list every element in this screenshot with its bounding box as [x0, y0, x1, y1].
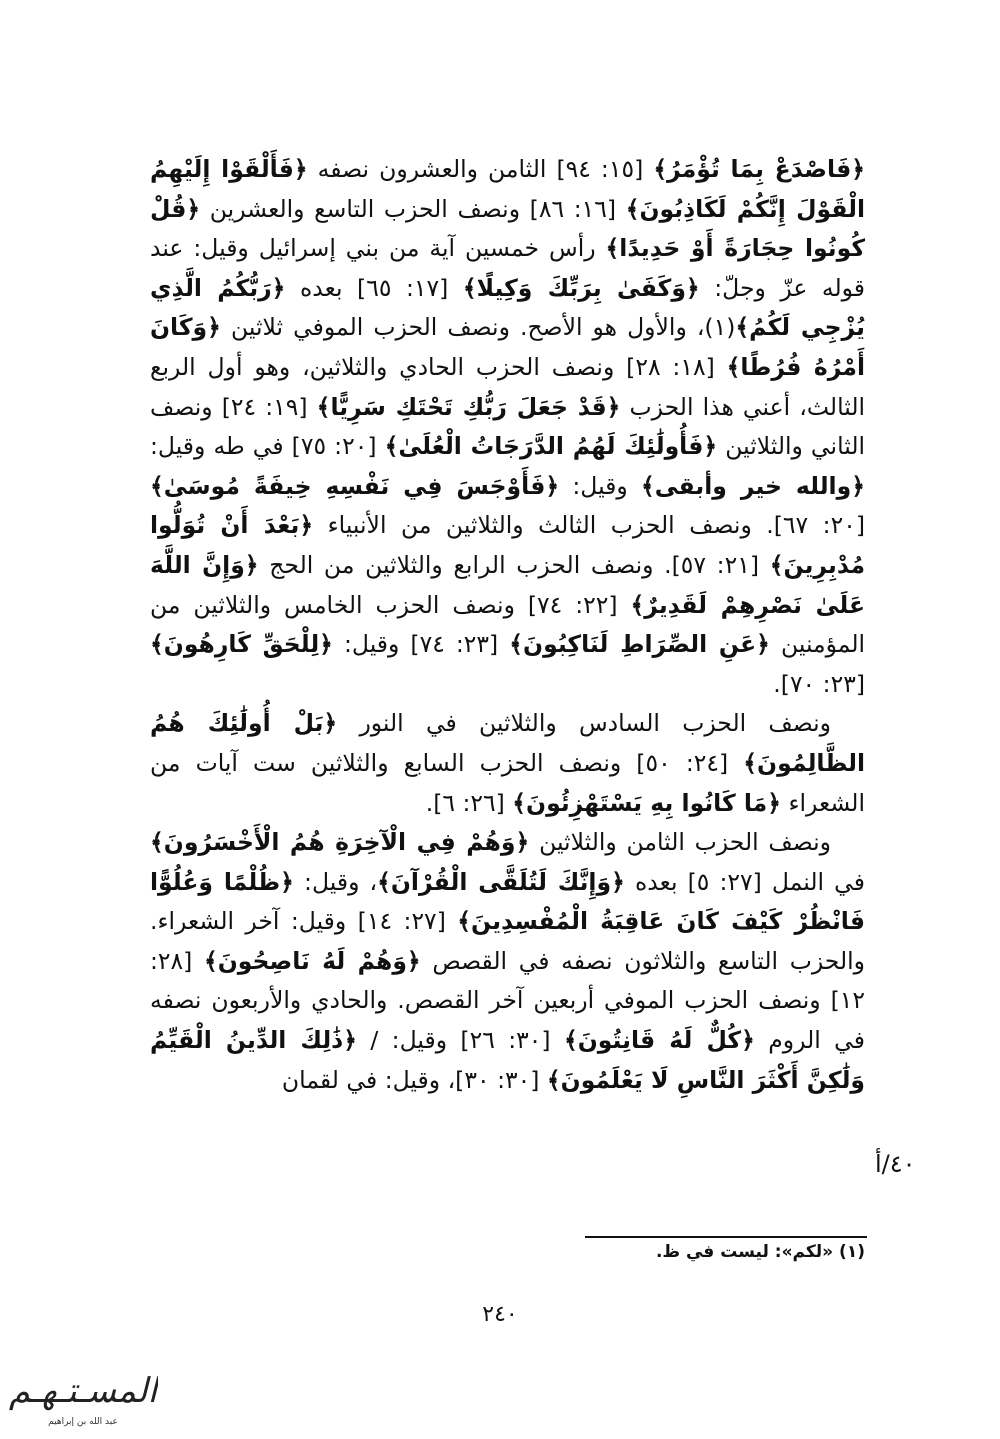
prose-text: [٢٢: ٧٤] ونصف الحزب الخامس والثلاثين من المؤمنين [150, 590, 866, 659]
quran-verse: ﴿فَاصْدَعْ بِمَا تُؤْمَرُ﴾ [653, 155, 865, 183]
stamp-calligraphy: المسـتـهـم [8, 1371, 158, 1411]
quran-verse: ﴿ذَٰلِكَ الدِّينُ الْقَيِّمُ وَلَٰكِنَّ أَكْثَرَ النَّاسِ لَا يَعْلَمُونَ﴾ [150, 1026, 865, 1094]
prose-text: (١)، والأول هو الأصح. ونصف الحزب الموفي ثلاثين [220, 313, 736, 342]
main-text [150, 150, 865, 1100]
prose-text: [٢٠: ٦٧]. ونصف الحزب الثالث والثلاثين من الأنبياء [313, 511, 865, 540]
paragraph [150, 704, 865, 823]
prose-text: [٣٠: ٢٦] وقيل: / [356, 1026, 564, 1055]
prose-text: [٢٨: ١٢] ونصف الحزب الموفي أربعين آخر القصص. والحادي والأربعون نصفه في الروم [150, 946, 866, 1055]
paragraph [150, 150, 865, 704]
prose-text: [١٦: ٨٦] ونصف الحزب التاسع والعشرين [200, 194, 626, 223]
quran-verse: ﴿رَبُّكُمُ الَّذِي يُزْجِي لَكُمُ﴾ [150, 273, 865, 342]
paragraph [150, 823, 865, 1100]
prose-text: [٢٧: ١٤] وقيل: آخر الشعراء. والحزب التاسع والثلاثون نصفه في القصص [150, 907, 865, 975]
prose-text: ونصف الحزب الثامن والثلاثين [529, 828, 831, 857]
prose-text: [١٥: ٩٤] الثامن والعشرون نصفه [307, 155, 654, 183]
prose-text: [٣٠: ٣٠]، وقيل: في لقمان [281, 1065, 547, 1094]
quran-verse: ﴿وَهُمْ فِي الْآخِرَةِ هُمُ الْأَخْسَرُونَ﴾ [150, 828, 530, 857]
footnote-separator [585, 1236, 867, 1238]
prose-text: [٢٠: ٧٥] في طه وقيل: [150, 432, 385, 461]
prose-text: [٢٣: ٧٠]. [773, 669, 865, 698]
quran-verse: ﴿فَأَلْقَوْا إِلَيْهِمُ الْقَوْلَ إِنَّكُمْ لَكَاذِبُونَ﴾ [150, 155, 866, 223]
prose-text: ، وقيل: [293, 867, 378, 896]
footnote: (١) «لكم»: ليست في ظ. [655, 1242, 865, 1262]
prose-text: [١٨: ٢٨] ونصف الحزب الحادي والثلاثين، وهو أول الربع الثالث، أعني هذا الحزب [150, 352, 866, 421]
prose-text: [٢١: ٥٧]. ونصف الحزب الرابع والثلاثين من الحج [258, 550, 770, 579]
page-number: ٢٤٠ [482, 1302, 518, 1327]
prose-text: وقيل: [559, 471, 641, 500]
quran-verse: ﴿وَإِنَّكَ لَتُلَقَّى الْقُرْآنَ﴾ [377, 867, 625, 896]
quran-verse: ﴿مَا كَانُوا بِهِ يَسْتَهْزِئُونَ﴾ [512, 788, 781, 817]
folio-margin-note: ٤٠/أ [875, 1150, 916, 1178]
quran-verse: ﴿عَنِ الصِّرَاطِ لَنَاكِبُونَ﴾ [509, 630, 770, 659]
quran-verse: ﴿وَهُمْ لَهُ نَاصِحُونَ﴾ [203, 946, 421, 975]
quran-verse: ﴿فَأَوْجَسَ فِي نَفْسِهِ خِيفَةً مُوسَىٰ﴾ [150, 471, 560, 500]
prose-text: في النمل [٢٧: ٥] بعده [624, 867, 865, 896]
quran-verse: ﴿لِلْحَقِّ كَارِهُونَ﴾ [150, 630, 333, 659]
library-stamp-logo [8, 1352, 158, 1436]
quran-verse: ﴿وَكَانَ أَمْرُهُ فُرُطًا﴾ [150, 313, 866, 381]
quran-verse: ﴿قَدْ جَعَلَ رَبُّكِ تَحْتَكِ سَرِيًّا﴾ [316, 392, 621, 421]
quran-verse: ﴿كُلٌّ لَهُ قَانِتُونَ﴾ [563, 1026, 755, 1055]
prose-text: [٢٣: ٧٤] وقيل: [332, 630, 510, 659]
prose-text: [١٧: ٦٥] بعده [285, 273, 463, 302]
prose-text: رأس خمسين آية من بني إسرائيل وقيل: عند قوله عزّ وجلّ: [150, 234, 865, 302]
quran-verse: ﴿والله خير وأبقى﴾ [640, 471, 865, 500]
prose-text: ونصف الحزب السادس والثلاثين في النور [337, 709, 831, 738]
quran-verse: ﴿وَكَفَىٰ بِرَبِّكَ وَكِيلًا﴾ [462, 273, 700, 302]
stamp-subtext: عبد الله بن إبراهيم [48, 1417, 118, 1427]
quran-verse: ﴿بَعْدَ أَنْ تُوَلُّوا مُدْبِرِينَ﴾ [150, 511, 865, 579]
quran-verse: ﴿فَأُولَٰئِكَ لَهُمُ الدَّرَجَاتُ الْعُلَىٰ﴾ [384, 432, 718, 461]
quran-verse: ﴿ظُلْمًا وَعُلُوًّا فَانْظُرْ كَيْفَ كَانَ عَاقِبَةُ الْمُفْسِدِينَ﴾ [150, 867, 866, 936]
quran-verse: ﴿قُلْ كُونُوا حِجَارَةً أَوْ حَدِيدًا﴾ [150, 194, 865, 263]
prose-text: [٢٦: ٦]. [425, 788, 513, 817]
quran-verse: ﴿وَإِنَّ اللَّهَ عَلَىٰ نَصْرِهِمْ لَقَدِيرٌ﴾ [150, 550, 865, 619]
prose-text: [٢٤: ٥٠] ونصف الحزب السابع والثلاثين ست آيات من الشعراء [150, 748, 865, 817]
prose-text: [١٩: ٢٤] ونصف الثاني والثلاثين [150, 392, 866, 461]
quran-verse: ﴿بَلْ أُولَٰئِكَ هُمُ الظَّالِمُونَ﴾ [150, 709, 865, 777]
